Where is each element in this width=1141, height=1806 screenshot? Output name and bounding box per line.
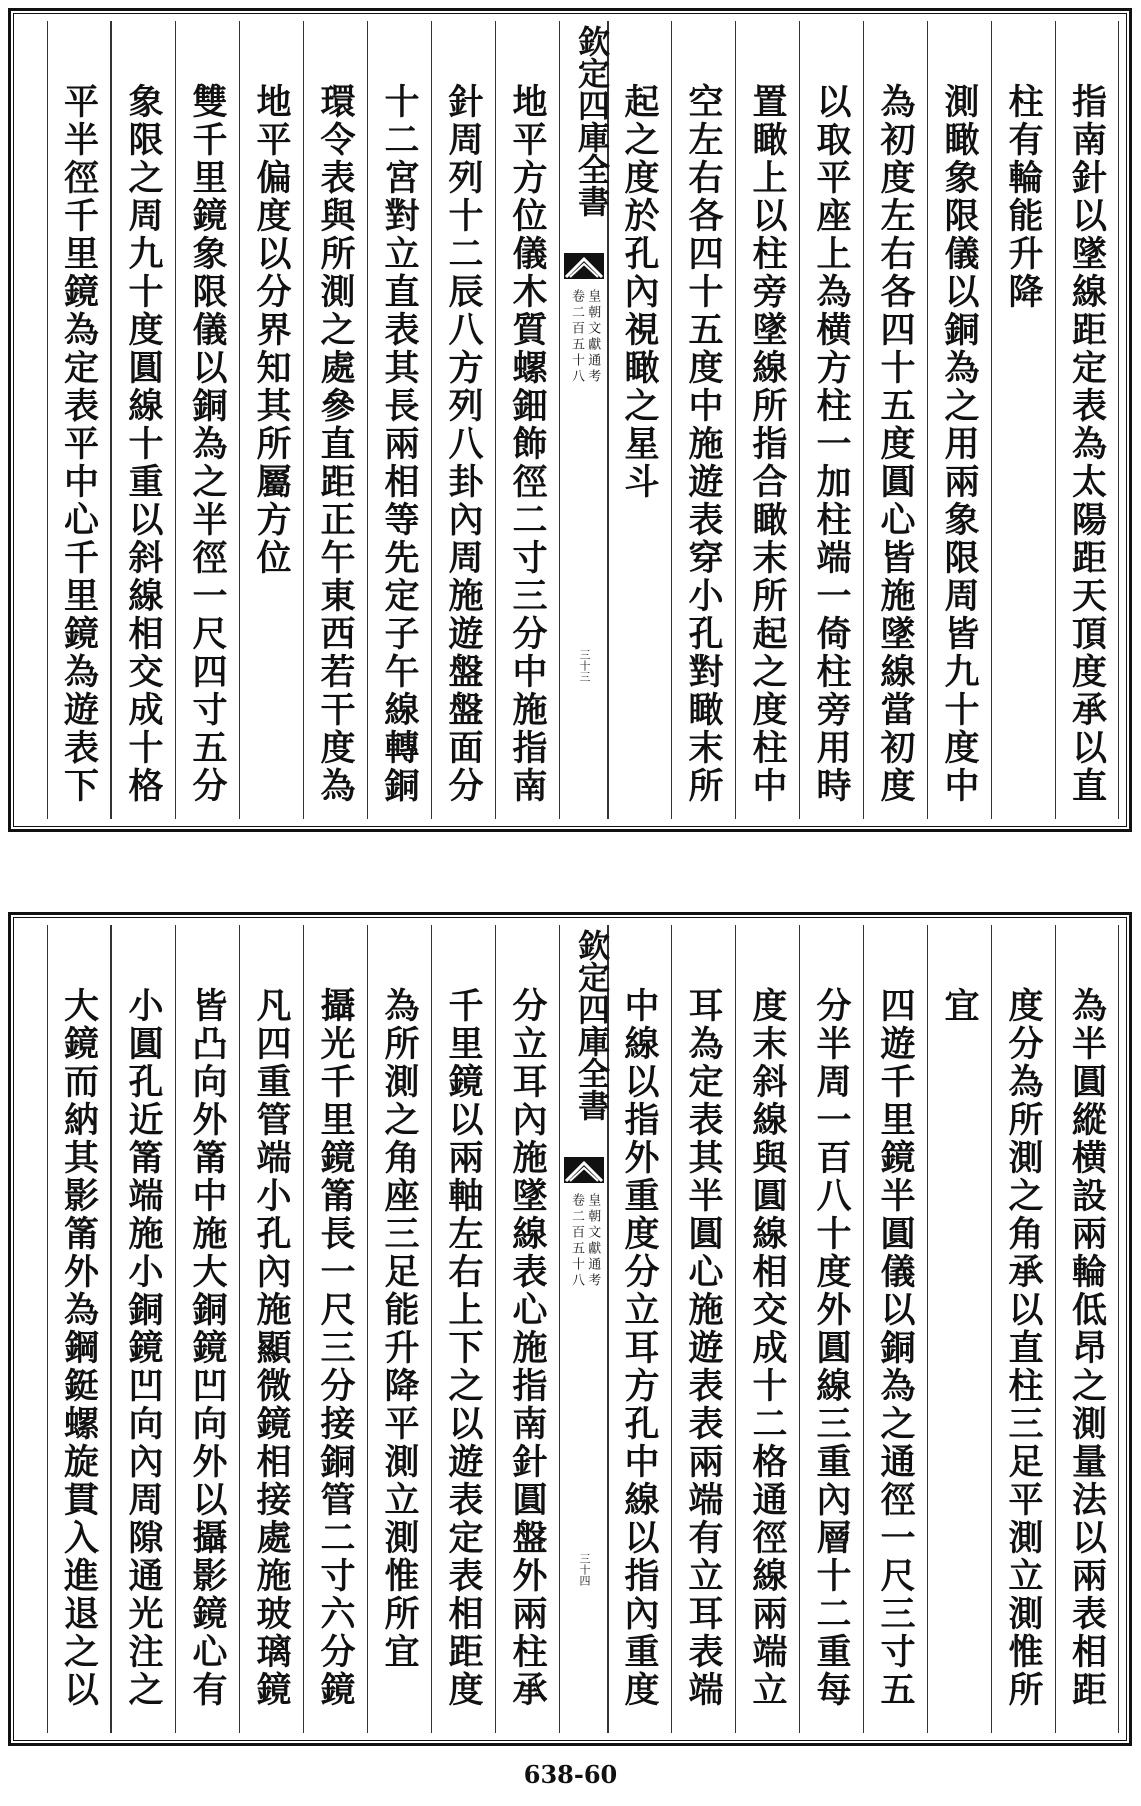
- column-text: 小圓孔近筩端施小銅鏡凹向內周隙通光注之: [123, 987, 164, 1709]
- text-column: [927, 21, 991, 819]
- text-column: [991, 925, 1055, 1733]
- text-column: [431, 21, 495, 819]
- text-column: [111, 925, 175, 1733]
- column-text: 象限之周九十度圓線十重以斜線相交成十格: [123, 83, 164, 805]
- column-text: 為所測之角座三足能升降平測立測惟所宜: [379, 987, 420, 1671]
- column-text: 耳為定表其半圓心施遊表表兩端有立耳表端: [683, 987, 724, 1709]
- subtitle-left: 卷二百五十八: [569, 289, 584, 385]
- text-column: [367, 21, 431, 819]
- text-column: [47, 21, 111, 819]
- fish-tail-mark-icon: [564, 253, 604, 279]
- page-label: 638-60: [523, 1760, 618, 1789]
- text-column: [47, 925, 111, 1733]
- text-column: [991, 21, 1055, 819]
- subtitle-right: 皇朝文獻通考: [585, 289, 601, 385]
- book-title: 欽定四庫全書: [573, 929, 611, 1121]
- column-text: 四遊千里鏡半圓儀以銅為之通徑一尺三寸五: [875, 987, 916, 1709]
- column-text: 環令表與所測之處參直距正午東西若干度為: [315, 83, 356, 805]
- text-column: [1055, 925, 1119, 1733]
- column-text: 凡四重管端小孔內施顯微鏡相接處施玻璃鏡: [251, 987, 292, 1709]
- column-text: 針周列十二辰八方列八卦內周施遊盤盤面分: [443, 83, 484, 805]
- column-text: 雙千里鏡象限儀以銅為之半徑一尺四寸五分: [187, 83, 228, 805]
- fish-tail-mark-icon: [564, 1157, 604, 1183]
- column-text: 柱有輪能升降: [1003, 83, 1044, 311]
- bottom-page: [8, 912, 1132, 1746]
- text-column: [367, 925, 431, 1733]
- column-text: 平半徑千里鏡為定表平中心千里鏡為遊表下: [58, 83, 100, 805]
- column-text: 攝光千里鏡筩長一尺三分接銅管二寸六分鏡: [315, 987, 356, 1709]
- text-column: [607, 925, 671, 1733]
- subtitle-left: 卷二百五十八: [569, 1193, 584, 1289]
- text-column: [607, 21, 671, 819]
- column-text: 置瞰上以柱旁墜線所指合瞰末所起之度柱中: [747, 83, 788, 805]
- source-subtitle: [560, 289, 608, 385]
- text-column: [735, 925, 799, 1733]
- leaf-number: [560, 649, 608, 682]
- column-text: 千里鏡以兩軸左右上下之以遊表定表相距度: [443, 987, 484, 1709]
- text-column: [863, 21, 927, 819]
- column-text: 分立耳內施墜線表心施指南針圓盤外兩柱承: [507, 987, 548, 1709]
- text-column: [671, 925, 735, 1733]
- text-column: [431, 925, 495, 1733]
- column-text: 宜: [939, 987, 980, 1025]
- column-text: 為初度左右各四十五度圓心皆施墜線當初度: [875, 83, 916, 805]
- text-column: [671, 21, 735, 819]
- center-fold: [559, 21, 609, 819]
- text-column: [735, 21, 799, 819]
- text-column: [863, 925, 927, 1733]
- column-text: 指南針以墜線距定表為太陽距天頂度承以直: [1066, 83, 1108, 805]
- text-column: [799, 925, 863, 1733]
- column-text: 空左右各四十五度中施遊表穿小孔對瞰末所: [683, 83, 724, 805]
- subtitle-right: 皇朝文獻通考: [585, 1193, 601, 1289]
- column-text: 十二宮對立直表其長兩相等先定子午線轉銅: [379, 83, 420, 805]
- text-column: [1055, 21, 1119, 819]
- text-column: [111, 21, 175, 819]
- column-text: 以取平座上為横方柱一加柱端一倚柱旁用時: [811, 83, 852, 805]
- column-text: 地平方位儀木質螺鈿飾徑二寸三分中施指南: [507, 83, 548, 805]
- text-column: [239, 21, 303, 819]
- column-text: 度分為所測之角承以直柱三足平測立測惟所: [1003, 987, 1044, 1709]
- column-text: 地平偏度以分界知其所屬方位: [251, 83, 292, 577]
- text-column: [303, 21, 367, 819]
- text-column: [303, 925, 367, 1733]
- column-text: 度末斜線與圓線相交成十二格通徑線兩端立: [747, 987, 788, 1709]
- source-subtitle: [560, 1193, 608, 1289]
- column-text: 中線以指外重度分立耳方孔中線以指內重度: [619, 987, 660, 1709]
- column-text: 皆凸向外筩中施大銅鏡凹向外以攝影鏡心有: [187, 987, 228, 1709]
- column-text: 測瞰象限儀以銅為之用兩象限周皆九十度中: [939, 83, 980, 805]
- text-column: [927, 925, 991, 1733]
- text-column: [495, 21, 559, 819]
- text-column: [175, 925, 239, 1733]
- leaf-number-text: 三十三: [578, 649, 591, 682]
- text-column: [239, 925, 303, 1733]
- column-text: 分半周一百八十度外圓線三重內層十二重每: [811, 987, 852, 1709]
- top-page: [8, 8, 1132, 832]
- book-title: 欽定四庫全書: [573, 25, 611, 217]
- column-text: 大鏡而納其影筩外為鋼鋌螺旋貫入進退之以: [58, 987, 100, 1709]
- column-text: 起之度於孔內視瞰之星斗: [619, 83, 660, 501]
- text-column: [799, 21, 863, 819]
- center-fold: [559, 925, 609, 1733]
- leaf-number: [560, 1553, 608, 1586]
- column-text: 為半圓縱横設兩輪低昂之測量法以兩表相距: [1066, 987, 1108, 1709]
- text-column: [175, 21, 239, 819]
- text-column: [495, 925, 559, 1733]
- leaf-number-text: 三十四: [578, 1553, 591, 1586]
